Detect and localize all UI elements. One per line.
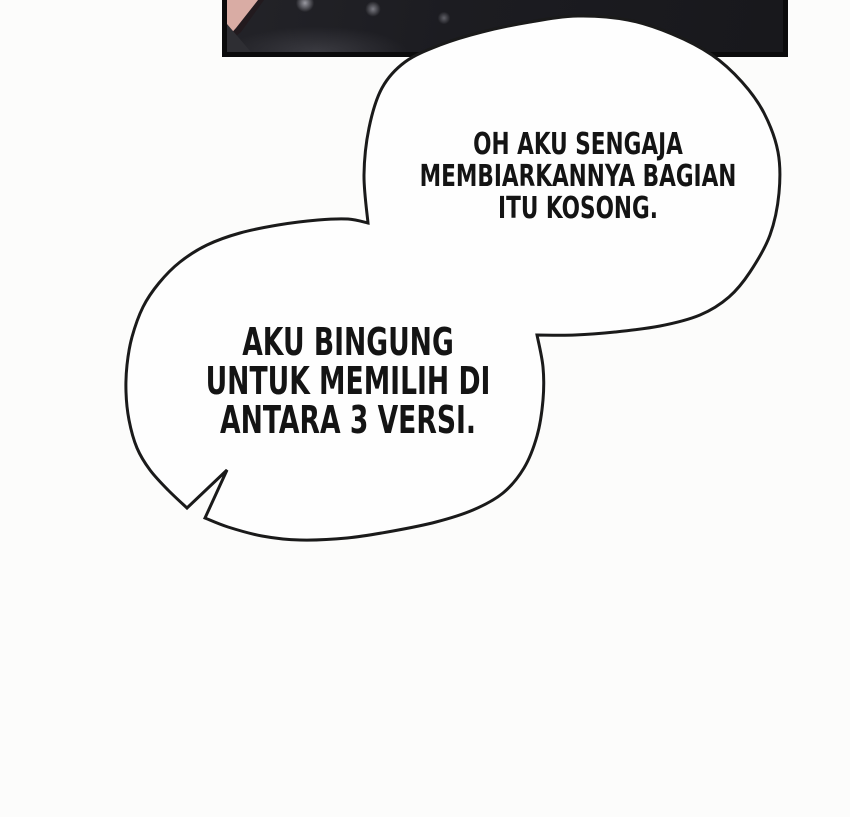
speech-bubble-outline <box>126 16 780 540</box>
speech-bubble-2-text <box>173 320 523 442</box>
bubble-2-line: AKU BINGUNG <box>242 320 454 364</box>
speech-bubble-1-text <box>398 129 758 225</box>
bubble-2-line: UNTUK MEMILIH DI <box>205 359 491 403</box>
bubble-2-line: ANTARA 3 VERSI. <box>219 398 477 442</box>
bubble-1-line: OH AKU SENGAJA <box>473 127 683 162</box>
bubble-1-line: MEMBIARKANNYA BAGIAN <box>419 159 737 194</box>
bubble-1-line: ITU KOSONG. <box>498 191 658 226</box>
